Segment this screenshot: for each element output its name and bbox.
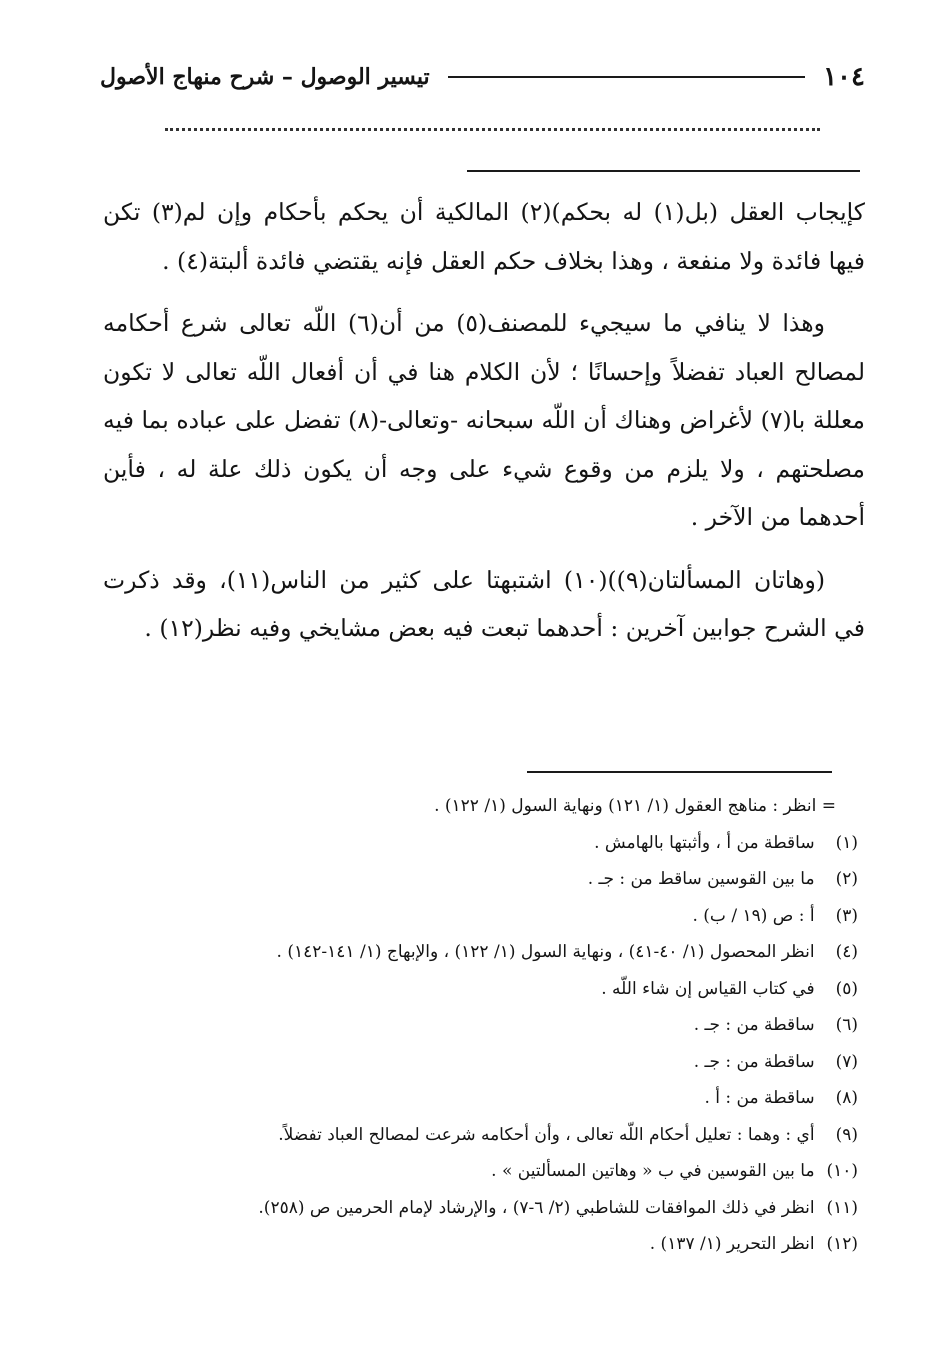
page-number: ١٠٤ <box>823 62 865 92</box>
footnote-9 <box>110 1117 858 1154</box>
footnote-continuation: = انظر : مناهج العقول (١/ ١٢١) ونهاية السول (١/ ١٢٢) . <box>434 796 836 816</box>
footnote-text: في كتاب القياس إن شاء اللّه . <box>601 978 815 999</box>
footnote-text: انظر التحرير (١/ ١٣٧) . <box>649 1234 815 1254</box>
footnote-2 <box>110 861 858 898</box>
footnote-text: ما بين القوسين ساقط من : جـ . <box>587 869 815 889</box>
paragraph-2: وهذا لا ينافي ما سيجيء للمصنف(٥) من أن(٦) اللّه تعالى شرع أحكامه لمصالح العباد تفضلاً وإحسانًا ؛ لأن الكلام هنا في أن أفعال اللّه تعالى لا تكون معللة با(٧) لأغراض وهناك أن اللّه سبحانه -وتعالى-(٨) تفضل على عباده بما فيه مصلحتهم ، ولا يلزم من وقوع شيء على وجه أن يكون ذلك علة له ، فأين أحدهما من الآخر . <box>103 309 865 531</box>
header-rule <box>448 76 805 78</box>
footnote-number: (٥) <box>835 978 858 999</box>
footnote-number: (٦) <box>835 1015 858 1035</box>
footnote-rule <box>527 771 832 773</box>
footnote-number: (١) <box>835 832 858 853</box>
footnote-number: (٢) <box>835 869 858 889</box>
footnote-8 <box>110 1080 858 1117</box>
footnote-number: (١١) <box>826 1197 858 1218</box>
footnote-text: أي : وهما : تعليل أحكام اللّه تعالى ، وأن أحكامه شرعت لمصالح العباد تفضلاً. <box>278 1124 815 1145</box>
footnotes <box>110 788 858 1263</box>
continuation-rule <box>467 170 860 172</box>
main-text <box>103 188 865 667</box>
footnote-number: (٧) <box>835 1051 858 1072</box>
footnote-7 <box>110 1044 858 1081</box>
running-title: تيسير الوصول – شرح منهاج الأصول <box>100 64 430 90</box>
footnote-12 <box>110 1226 858 1263</box>
footnote-text: ساقطة من : أ . <box>704 1088 815 1108</box>
footnote-text: ساقطة من : جـ . <box>693 1051 815 1072</box>
page-header <box>100 52 865 102</box>
footnote-6 <box>110 1007 858 1044</box>
dotted-separator <box>165 128 820 141</box>
footnote-1 <box>110 825 858 862</box>
footnote-5 <box>110 971 858 1008</box>
footnote-number: (٣) <box>835 905 858 926</box>
footnote-text: ما بين القوسين في ب « وهاتين المسألتين » . <box>491 1161 815 1181</box>
footnote-number: (٨) <box>835 1088 858 1108</box>
footnote-10 <box>110 1153 858 1190</box>
footnote-text: أ : ص (١٩ / ب) . <box>692 905 815 926</box>
footnote-3 <box>110 898 858 935</box>
footnote-text: انظر في ذلك الموافقات للشاطبي (٢/ ٦-٧) ، والإرشاد لإمام الحرمين ص (٢٥٨). <box>258 1197 815 1218</box>
footnote-text: انظر المحصول (١/ ٤٠-٤١) ، ونهاية السول (١/ ١٢٢) ، والإبهاج (١/ ١٤١-١٤٢) . <box>276 942 815 962</box>
footnote-text: ساقطة من أ ، وأثبتها بالهامش . <box>594 832 815 853</box>
paragraph-1: كإيجاب العقل (بل(١) له بحكم)(٢) المالكية أن يحكم بأحكام وإن لم(٣) تكن فيها فائدة ولا منفعة ، وهذا بخلاف حكم العقل فإنه يقتضي فائدة ألبتة(٤) . <box>103 198 865 275</box>
footnote-number: (٤) <box>835 942 858 962</box>
footnote-number: (١٢) <box>826 1234 858 1254</box>
footnote-4 <box>110 934 858 971</box>
paragraph-3: (وهاتان المسألتان(٩))(١٠) اشتبهتا على كثير من الناس(١١)، وقد ذكرت في الشرح جوابين آخرين : أحدهما تبعت فيه بعض مشايخي وفيه نظر(١٢) . <box>103 565 865 642</box>
footnote-11 <box>110 1190 858 1227</box>
footnote-text: ساقطة من : جـ . <box>693 1015 815 1035</box>
footnote-number: (٩) <box>835 1124 858 1145</box>
footnote-number: (١٠) <box>826 1161 858 1181</box>
